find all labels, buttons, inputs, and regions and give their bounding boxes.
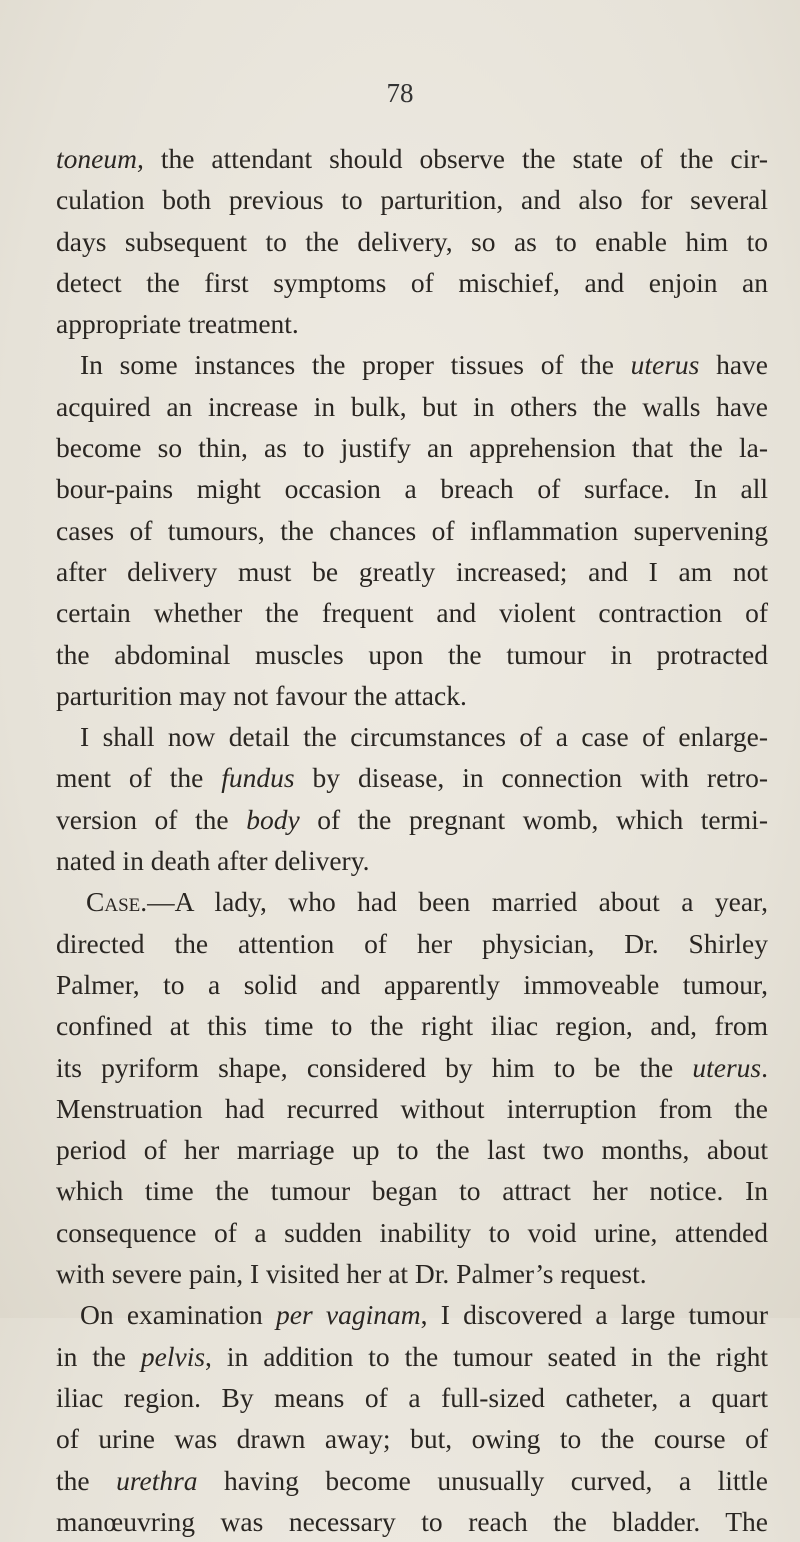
text-line [56, 1460, 768, 1501]
line-text: the attendant should observe the state of the cir- [143, 143, 768, 174]
text-line: certain whether the frequent and violent contraction of [56, 597, 768, 629]
line-text: On examination [80, 1299, 276, 1331]
text-line: detect the first symptoms of mischief, and enjoin an [56, 266, 768, 298]
text-line: with severe pain, I visited her at Dr. Palmer’s request. [56, 1258, 647, 1290]
line-text: . [761, 1051, 768, 1083]
line-text: in the [56, 1340, 141, 1372]
text-line: consequence of a sudden inability to void urine, attended [56, 1216, 768, 1248]
text-line: of urine was drawn away; but, owing to the course of [56, 1423, 768, 1455]
italic-word: fundus [221, 762, 295, 794]
italic-word: uterus [630, 349, 700, 381]
text-line: after delivery must be greatly increased; and I am not [56, 555, 768, 587]
line-text: have [699, 349, 768, 381]
text-line: culation both previous to parturition, and also for several [56, 184, 768, 216]
text-line [56, 138, 768, 179]
line-text: the [56, 1464, 117, 1496]
paragraph-start-line [56, 344, 768, 385]
line-text: , I discovered a large tumour [420, 1299, 768, 1331]
text-line: manœuvring was necessary to reach the bladder. The [56, 1505, 768, 1537]
body-text [56, 138, 768, 1542]
text-line: parturition may not favour the attack. [56, 679, 467, 711]
line-text: of the pregnant womb, which termi- [299, 803, 768, 835]
line-text: version of the [56, 803, 247, 835]
text-line: confined at this time to the right iliac region, and, from [56, 1010, 768, 1042]
page-number: 78 [386, 78, 414, 108]
case-heading: Case. [86, 886, 148, 918]
text-line: directed the attention of her physician, Dr. Shirley [56, 927, 768, 959]
line-text: —A lady, who had been married about a year, [147, 886, 768, 918]
text-line: cases of tumours, the chances of inflammation supervening [56, 514, 768, 546]
text-line [56, 1336, 768, 1377]
paragraph-start-line [56, 1294, 768, 1335]
text-line: iliac region. By means of a full-sized catheter, a quart [56, 1381, 768, 1413]
text-line: Palmer, to a solid and apparently immoveable tumour, [56, 968, 768, 1000]
text-line: acquired an increase in bulk, but in others the walls have [56, 390, 768, 422]
line-text: having become unusually curved, a little [197, 1464, 768, 1496]
italic-word: uterus [692, 1051, 762, 1083]
text-line: period of her marriage up to the last two months, about [56, 1134, 768, 1166]
italic-word: urethra [116, 1464, 198, 1496]
paragraph-start-line: I shall now detail the circumstances of a case of enlarge- [80, 721, 768, 753]
line-text: by disease, in connection with retro- [294, 762, 768, 794]
line-text: , in addition to the tumour seated in the right [205, 1340, 769, 1372]
line-text: In some instances the proper tissues of the [80, 349, 631, 381]
italic-word: toneum, [56, 143, 144, 174]
line-text: its pyriform shape, considered by him to be the [56, 1051, 693, 1083]
text-line: become so thin, as to justify an apprehension that the la- [56, 432, 768, 464]
text-line: appropriate treatment. [56, 308, 299, 340]
text-line [56, 799, 768, 840]
text-line: bour-pains might occasion a breach of surface. In all [56, 473, 768, 505]
text-line: the abdominal muscles upon the tumour in protracted [56, 638, 768, 670]
line-text: ment of the [56, 762, 222, 794]
text-line: days subsequent to the delivery, so as to enable him to [56, 225, 768, 257]
italic-word: body [246, 803, 300, 835]
text-line: nated in death after delivery. [56, 845, 370, 877]
italic-word: pelvis [140, 1340, 206, 1372]
text-line: Menstruation had recurred without interruption from the [56, 1092, 768, 1124]
italic-word: per vaginam [276, 1299, 421, 1331]
text-line: which time the tumour began to attract her notice. In [56, 1175, 768, 1207]
text-line [56, 1047, 768, 1088]
text-line [56, 757, 768, 798]
paragraph-start-line [56, 881, 768, 922]
